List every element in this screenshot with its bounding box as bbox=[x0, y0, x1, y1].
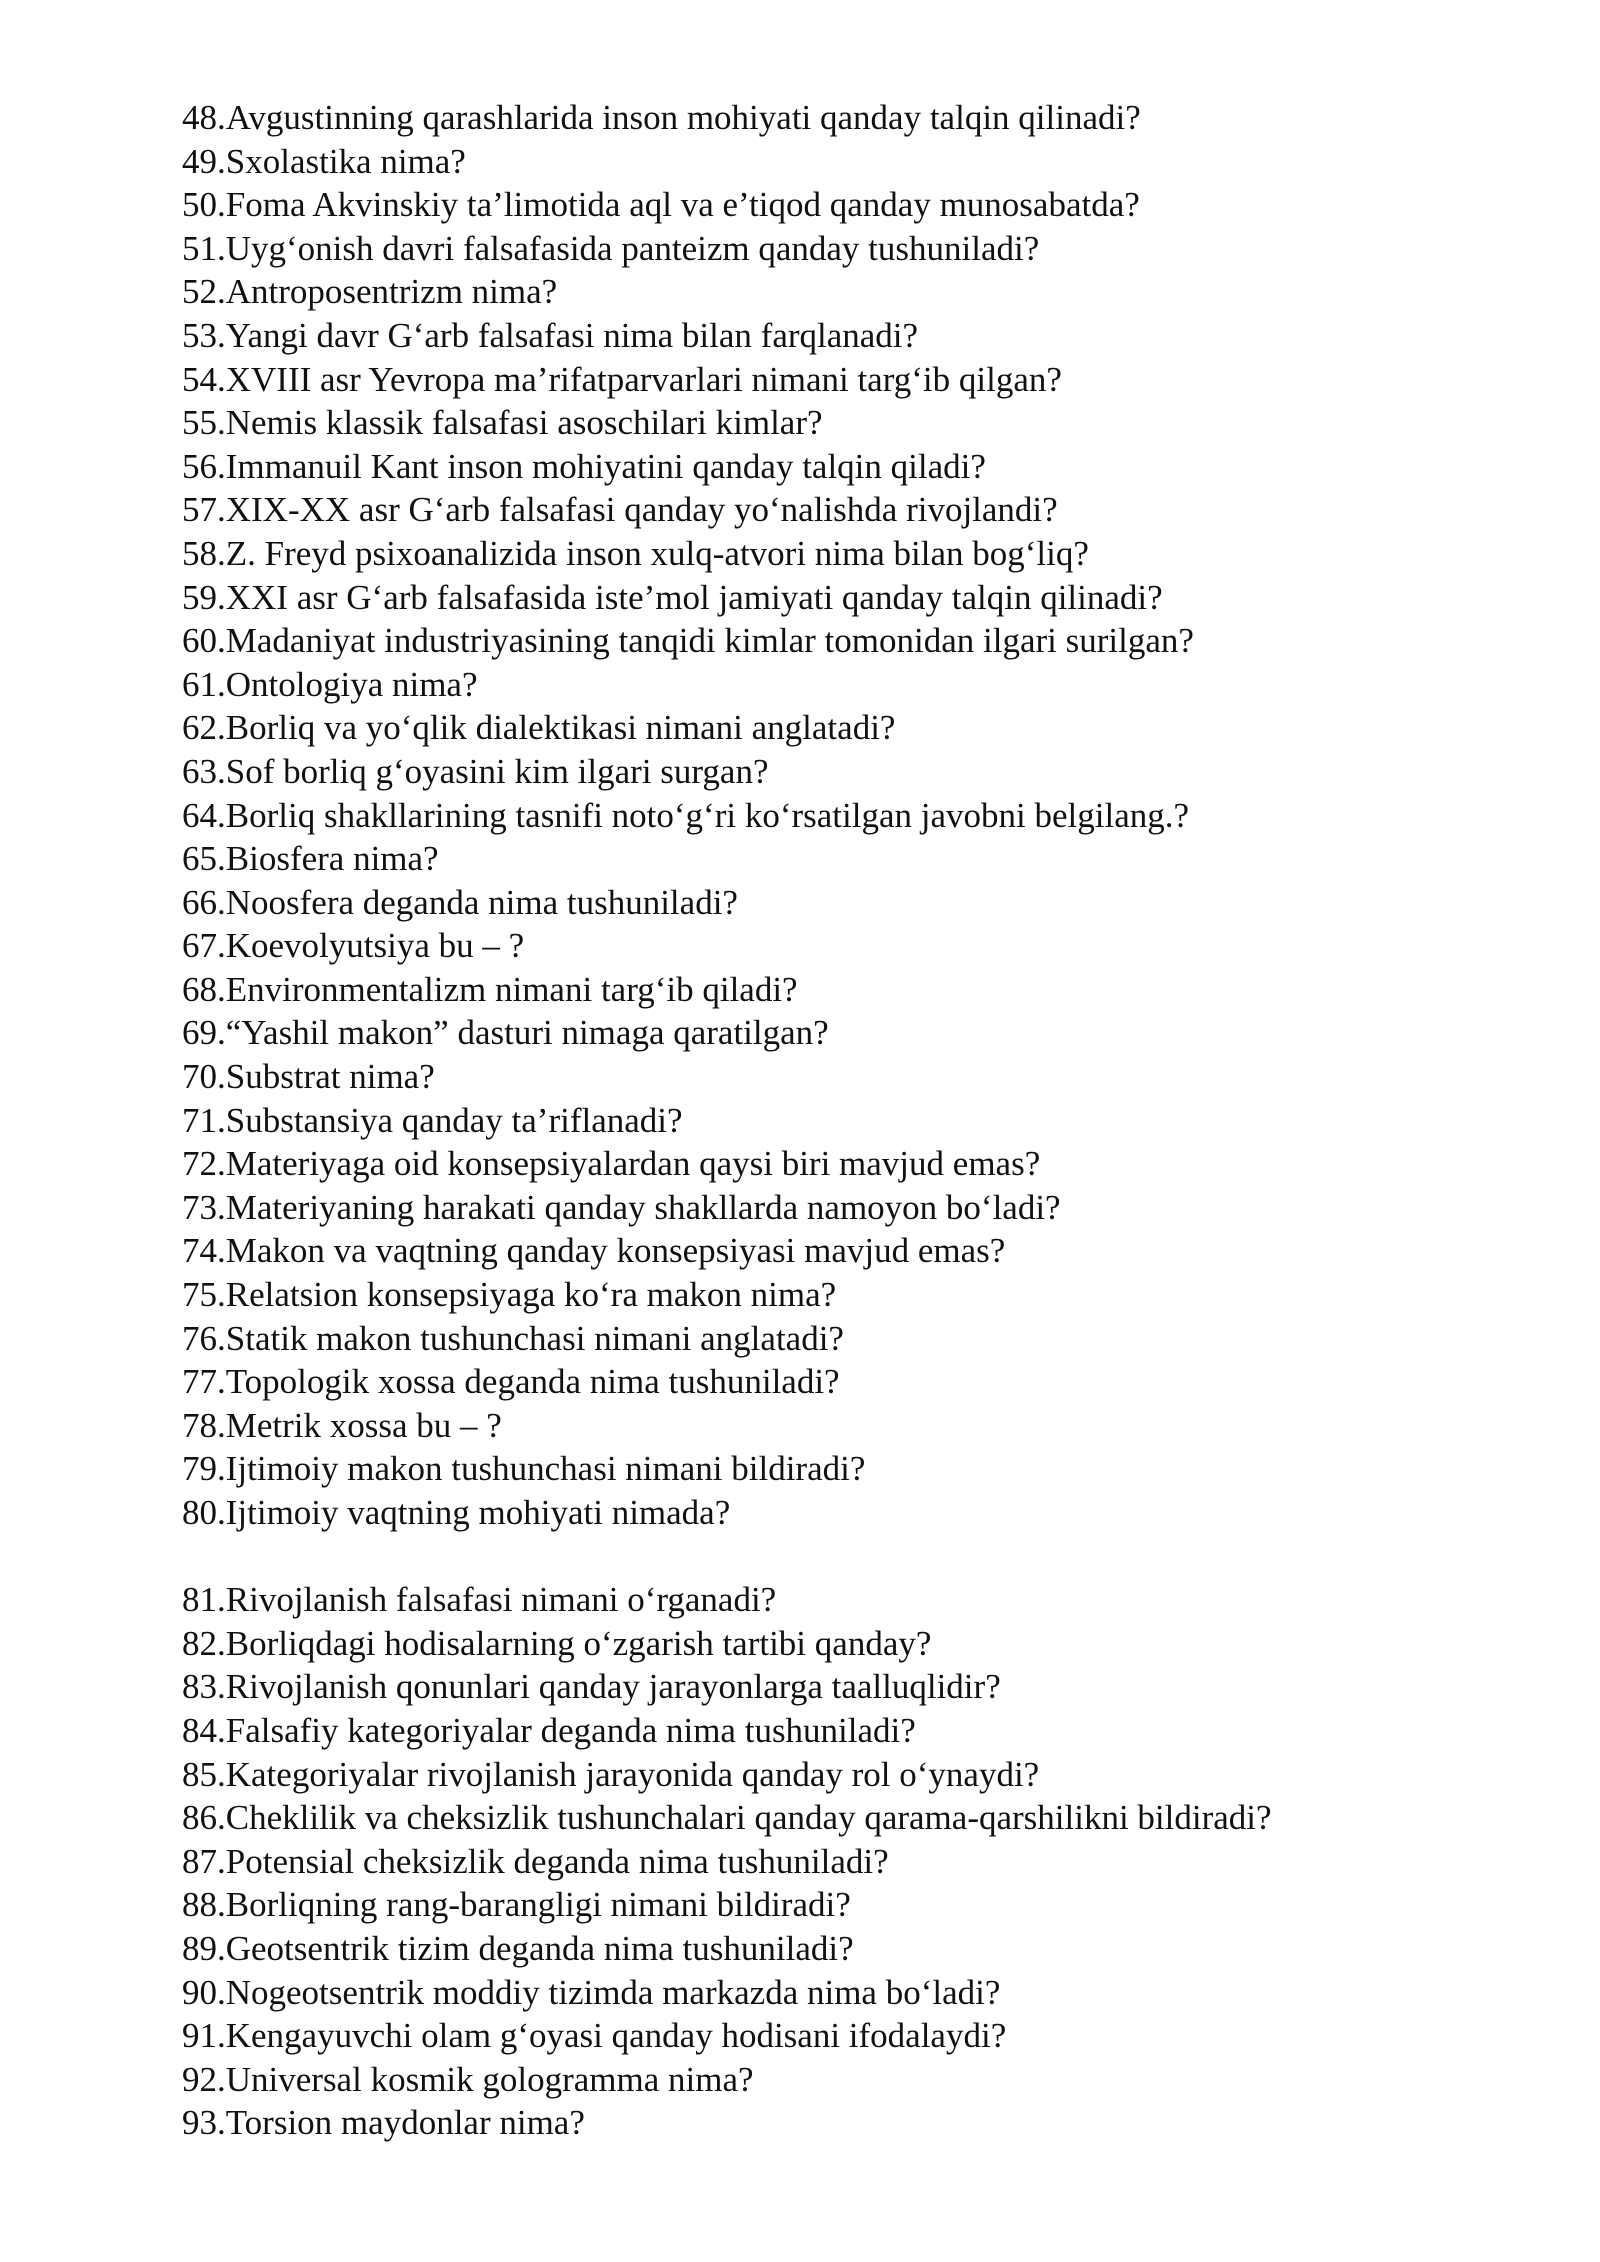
question-item bbox=[182, 1099, 1522, 1143]
question-number: 70. bbox=[182, 1057, 226, 1097]
question-item bbox=[182, 1360, 1522, 1404]
question-item bbox=[182, 2101, 1522, 2145]
question-item bbox=[182, 663, 1522, 707]
question-item bbox=[182, 1273, 1522, 1317]
question-item bbox=[182, 1796, 1522, 1840]
question-text: Noosfera deganda nima tushuniladi? bbox=[225, 882, 738, 922]
question-item bbox=[182, 1404, 1522, 1448]
question-number: 73. bbox=[182, 1187, 226, 1227]
question-number: 77. bbox=[182, 1362, 226, 1402]
question-number: 68. bbox=[182, 969, 226, 1009]
question-text: Metrik xossa bu – ? bbox=[225, 1405, 502, 1445]
question-number: 67. bbox=[182, 926, 226, 966]
question-number: 86. bbox=[182, 1798, 226, 1838]
question-item bbox=[182, 1665, 1522, 1709]
question-item bbox=[182, 1578, 1522, 1622]
question-item bbox=[182, 794, 1522, 838]
question-text: Nemis klassik falsafasi asoschilari kimlar? bbox=[225, 403, 823, 443]
question-number: 51. bbox=[182, 228, 226, 268]
question-number: 56. bbox=[182, 446, 226, 486]
question-item bbox=[182, 227, 1522, 271]
question-item bbox=[182, 837, 1522, 881]
question-text: Borliq va yo‘qlik dialektikasi nimani anglatadi? bbox=[225, 708, 896, 748]
question-text: Potensial cheksizlik deganda nima tushuniladi? bbox=[225, 1841, 889, 1881]
question-number: 91. bbox=[182, 2016, 226, 2056]
question-text: Immanuil Kant inson mohiyatini qanday talqin qiladi? bbox=[225, 446, 986, 486]
question-text: Sxolastika nima? bbox=[225, 141, 466, 181]
question-text: Substansiya qanday ta’riflanadi? bbox=[225, 1100, 683, 1140]
question-number: 76. bbox=[182, 1318, 226, 1358]
question-item bbox=[182, 619, 1522, 663]
question-number: 82. bbox=[182, 1623, 226, 1663]
question-number: 83. bbox=[182, 1667, 226, 1707]
question-item bbox=[182, 1622, 1522, 1666]
question-text: XVIII asr Yevropa ma’rifatparvarlari nimani targ‘ib qilgan? bbox=[225, 359, 1062, 399]
question-number: 75. bbox=[182, 1275, 226, 1315]
question-number: 63. bbox=[182, 751, 226, 791]
question-text: Z. Freyd psixoanalizida inson xulq-atvori nima bilan bog‘liq? bbox=[225, 533, 1089, 573]
question-text: Torsion maydonlar nima? bbox=[225, 2103, 585, 2143]
question-text: Borliq shakllarining tasnifi noto‘g‘ri ko‘rsatilgan javobni belgilang.? bbox=[225, 795, 1190, 835]
question-number: 55. bbox=[182, 403, 226, 443]
question-number: 64. bbox=[182, 795, 226, 835]
question-number: 79. bbox=[182, 1449, 226, 1489]
question-number: 62. bbox=[182, 708, 226, 748]
question-text: Substrat nima? bbox=[225, 1057, 435, 1097]
question-number: 69. bbox=[182, 1013, 226, 1053]
question-item bbox=[182, 750, 1522, 794]
question-item bbox=[182, 358, 1522, 402]
question-number: 89. bbox=[182, 1928, 226, 1968]
question-number: 84. bbox=[182, 1710, 226, 1750]
question-text: Borliqdagi hodisalarning o‘zgarish tartibi qanday? bbox=[225, 1623, 932, 1663]
question-item bbox=[182, 1229, 1522, 1273]
question-item bbox=[182, 1883, 1522, 1927]
question-number: 48. bbox=[182, 98, 226, 137]
question-text: Ijtimoiy makon tushunchasi nimani bildiradi? bbox=[225, 1449, 866, 1489]
question-text: XIX-XX asr G‘arb falsafasi qanday yo‘nalishda rivojlandi? bbox=[225, 490, 1058, 530]
question-number: 58. bbox=[182, 533, 226, 573]
question-item bbox=[182, 706, 1522, 750]
question-text: Antroposentrizm nima? bbox=[225, 272, 558, 312]
question-item bbox=[182, 1317, 1522, 1361]
question-item bbox=[182, 968, 1522, 1012]
question-text: XXI asr G‘arb falsafasida iste’mol jamiyati qanday talqin qilinadi? bbox=[225, 577, 1163, 617]
question-text: Madaniyat industriyasining tanqidi kimlar tomonidan ilgari surilgan? bbox=[225, 621, 1194, 661]
question-text: Statik makon tushunchasi nimani anglatadi? bbox=[225, 1318, 844, 1358]
question-item bbox=[182, 1753, 1522, 1797]
question-item bbox=[182, 1709, 1522, 1753]
question-item bbox=[182, 532, 1522, 576]
question-number: 57. bbox=[182, 490, 226, 530]
question-text: Makon va vaqtning qanday konsepsiyasi mavjud emas? bbox=[225, 1231, 1006, 1271]
question-number: 59. bbox=[182, 577, 226, 617]
question-item bbox=[182, 96, 1522, 140]
question-item bbox=[182, 1927, 1522, 1971]
question-item bbox=[182, 140, 1522, 184]
question-item bbox=[182, 1142, 1522, 1186]
question-text: Uyg‘onish davri falsafasida panteizm qanday tushuniladi? bbox=[225, 228, 1040, 268]
question-number: 78. bbox=[182, 1405, 226, 1445]
question-text: Kategoriyalar rivojlanish jarayonida qanday rol o‘ynaydi? bbox=[225, 1754, 1040, 1794]
question-number: 66. bbox=[182, 882, 226, 922]
question-item bbox=[182, 270, 1522, 314]
question-item bbox=[182, 401, 1522, 445]
question-text: Kengayuvchi olam g‘oyasi qanday hodisani ifodalaydi? bbox=[225, 2016, 1007, 2056]
question-list bbox=[182, 96, 1522, 2145]
question-text: Sof borliq g‘oyasini kim ilgari surgan? bbox=[225, 751, 769, 791]
question-item bbox=[182, 881, 1522, 925]
question-number: 50. bbox=[182, 185, 226, 225]
question-number: 74. bbox=[182, 1231, 226, 1271]
question-number: 53. bbox=[182, 315, 226, 355]
question-text: Koevolyutsiya bu – ? bbox=[225, 926, 525, 966]
question-text: Falsafiy kategoriyalar deganda nima tushuniladi? bbox=[225, 1710, 916, 1750]
question-text: Materiyaga oid konsepsiyalardan qaysi biri mavjud emas? bbox=[225, 1144, 1041, 1184]
question-number: 72. bbox=[182, 1144, 226, 1184]
question-text: Yangi davr G‘arb falsafasi nima bilan farqlanadi? bbox=[225, 315, 919, 355]
question-item bbox=[182, 2014, 1522, 2058]
question-text: Rivojlanish falsafasi nimani o‘rganadi? bbox=[225, 1580, 777, 1620]
question-number: 61. bbox=[182, 664, 226, 704]
question-number: 71. bbox=[182, 1100, 226, 1140]
question-text: “Yashil makon” dasturi nimaga qaratilgan? bbox=[225, 1013, 829, 1053]
question-text: Topologik xossa deganda nima tushuniladi? bbox=[225, 1362, 840, 1402]
question-number: 90. bbox=[182, 1972, 226, 2012]
question-item bbox=[182, 1971, 1522, 2015]
question-item bbox=[182, 1491, 1522, 1535]
question-text: Geotsentrik tizim deganda nima tushuniladi? bbox=[225, 1928, 854, 1968]
question-item bbox=[182, 1447, 1522, 1491]
question-text: Relatsion konsepsiyaga ko‘ra makon nima? bbox=[225, 1275, 837, 1315]
question-item bbox=[182, 2058, 1522, 2102]
question-number: 60. bbox=[182, 621, 226, 661]
question-text: Universal kosmik gologramma nima? bbox=[225, 2059, 754, 2099]
question-item bbox=[182, 1186, 1522, 1230]
question-number: 80. bbox=[182, 1493, 226, 1532]
question-number: 49. bbox=[182, 141, 226, 181]
question-number: 93. bbox=[182, 2103, 226, 2143]
question-text: Avgustinning qarashlarida inson mohiyati qanday talqin qilinadi? bbox=[225, 98, 1141, 137]
question-number: 87. bbox=[182, 1841, 226, 1881]
question-item bbox=[182, 488, 1522, 532]
question-item bbox=[182, 576, 1522, 620]
question-text: Biosfera nima? bbox=[225, 839, 439, 879]
question-item bbox=[182, 183, 1522, 227]
question-item bbox=[182, 1011, 1522, 1055]
question-text: Borliqning rang-barangligi nimani bildiradi? bbox=[225, 1885, 851, 1925]
question-number: 85. bbox=[182, 1754, 226, 1794]
question-text: Ijtimoiy vaqtning mohiyati nimada? bbox=[225, 1493, 731, 1532]
question-item bbox=[182, 1840, 1522, 1884]
question-text: Materiyaning harakati qanday shakllarda namoyon bo‘ladi? bbox=[225, 1187, 1061, 1227]
question-number: 81. bbox=[182, 1580, 226, 1620]
question-text: Ontologiya nima? bbox=[225, 664, 478, 704]
question-number: 65. bbox=[182, 839, 226, 879]
question-text: Cheklilik va cheksizlik tushunchalari qanday qarama-qarshilikni bildiradi? bbox=[225, 1798, 1272, 1838]
question-number: 92. bbox=[182, 2059, 226, 2099]
question-number: 54. bbox=[182, 359, 226, 399]
question-item bbox=[182, 1055, 1522, 1099]
question-number: 52. bbox=[182, 272, 226, 312]
question-text: Environmentalizm nimani targ‘ib qiladi? bbox=[225, 969, 798, 1009]
question-number: 88. bbox=[182, 1885, 226, 1925]
question-item bbox=[182, 924, 1522, 968]
question-text: Foma Akvinskiy ta’limotida aql va e’tiqod qanday munosabatda? bbox=[225, 185, 1140, 225]
question-text: Rivojlanish qonunlari qanday jarayonlarga taalluqlidir? bbox=[225, 1667, 1001, 1707]
question-text: Nogeotsentrik moddiy tizimda markazda nima bo‘ladi? bbox=[225, 1972, 1001, 2012]
section-gap bbox=[182, 1535, 1522, 1579]
question-item bbox=[182, 445, 1522, 489]
question-item bbox=[182, 314, 1522, 358]
